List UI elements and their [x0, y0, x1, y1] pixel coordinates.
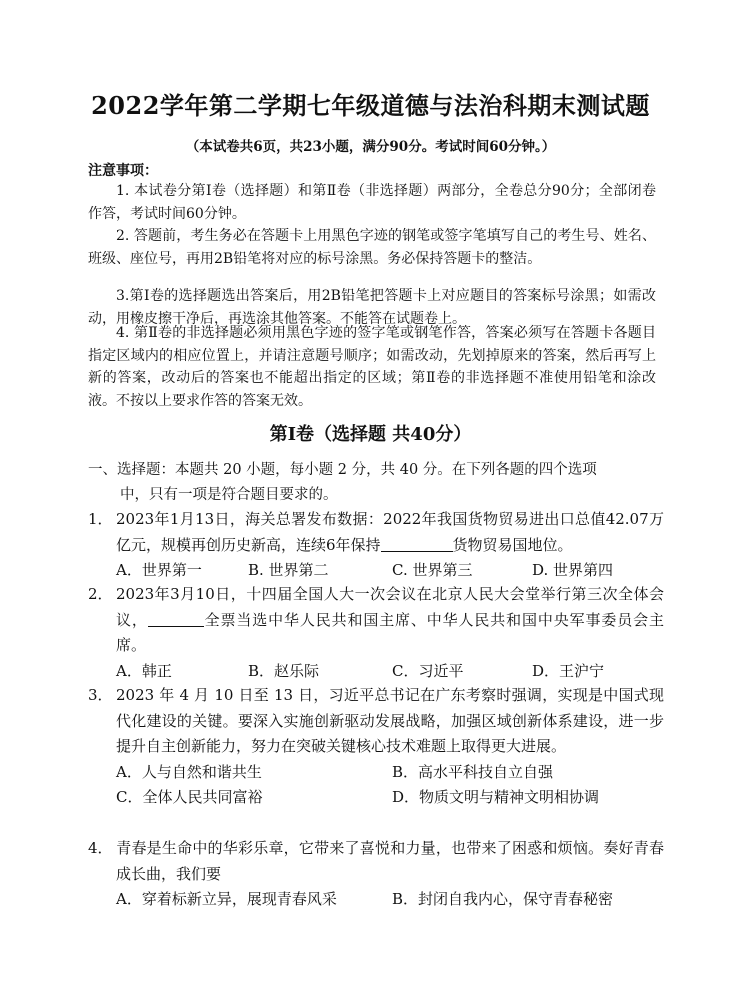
question-text: 2023年1月13日，海关总署发布数据：2022年我国货物贸易进出口总值42.07万亿元，规模再创历史新高，连续6年保持: [116, 510, 664, 554]
option-a: A．穿着标新立异，展现青春风采: [116, 890, 337, 908]
option-c: C. 世界第三: [392, 561, 473, 579]
instruction-line-1: 一、选择题：本题共 20 小题，每小题 2 分，共 40 分。在下列各题的四个选项: [88, 462, 597, 478]
notice-item-2: 2. 答题前，考生务必在答题卡上用黑色字迹的钢笔或签字笔填写自己的考生号、姓名、班级、座位号，再用2B铅笔将对应的标号涂黑。务必保持答题卡的整洁。: [88, 228, 656, 267]
question-stem: [88, 507, 664, 558]
answer-blank: [381, 535, 453, 552]
question-text-after: 全票当选中华人民共和国主席、中华人民共和国中央军事委员会主席。: [116, 610, 664, 654]
option-c: C．习近平: [392, 661, 464, 680]
option-c: C．全体人民共同富裕: [116, 787, 263, 806]
section-instruction: [88, 458, 664, 507]
notice-item-1: 1. 本试卷分第Ⅰ卷（选择题）和第Ⅱ卷（非选择题）两部分，全卷总分90分；全部闭卷作答，考试时间60分钟。: [88, 183, 656, 222]
question-text: 2023 年 4 月 10 日至 13 日，习近平总书记在广东考察时强调，实现是中国式现代化建设的关键。要深入实施创新驱动发展战略，加强区域创新体系建设，进一步提升自主创新能力，努力在突破关键核心技术难题上取得更大进展。: [116, 686, 664, 755]
question-4: [88, 836, 664, 912]
options-row: [88, 887, 664, 912]
question-3: [88, 683, 664, 810]
option-d: D．物质文明与精神文明相协调: [392, 787, 600, 806]
exam-title: 2022学年第二学期七年级道德与法治科期末测试题: [91, 91, 650, 120]
question-1: [88, 507, 664, 583]
option-a: A．人与自然和谐共生: [116, 762, 262, 781]
option-d: D．王沪宁: [532, 661, 605, 680]
question-number: 2．: [88, 585, 113, 603]
question-number: 1．: [88, 510, 113, 528]
option-b: B. 世界第二: [248, 561, 329, 579]
notice-item-3: 3.第Ⅰ卷的选择题选出答案后，用2B铅笔把答题卡上对应题目的答案标号涂黑；如需改动，用橡皮擦干净后，再选涂其他答案。不能答在试题卷上。: [88, 288, 656, 327]
question-stem: [88, 836, 664, 887]
options-row: [88, 659, 664, 684]
option-a: A．世界第一: [116, 561, 202, 579]
question-number: 3．: [88, 686, 113, 704]
option-b: B．高水平科技自立自强: [392, 762, 554, 781]
instruction-line-2: 中，只有一项是符合题目要求的。: [120, 486, 338, 503]
notice-label: 注意事项：: [88, 163, 158, 179]
answer-blank: [148, 610, 204, 627]
option-d: D. 世界第四: [532, 561, 614, 579]
question-stem: [88, 582, 664, 659]
option-b: B．赵乐际: [248, 661, 320, 680]
question-text-after: 货物贸易国地位。: [452, 535, 573, 554]
option-b: B．封闭自我内心，保守青春秘密: [392, 890, 614, 908]
option-a: A．韩正: [116, 661, 172, 680]
question-2: [88, 582, 664, 684]
exam-subtitle: （本试卷共6页，共23小题，满分90分。考试时间60分钟。）: [185, 139, 556, 155]
question-number: 4．: [88, 839, 113, 857]
question-stem: [88, 683, 664, 760]
options-row: [88, 558, 664, 583]
notice-item-4: 4. 第Ⅱ卷的非选择题必须用黑色字迹的签字笔或钢笔作答，答案必须写在答题卡各题目指定区域内的相应位置上，并请注意题号顺序；如需改动，先划掉原来的答案，然后再写上新的答案，改动后的答案也不能超出指定的区域；第Ⅱ卷的非选择题不准使用铅笔和涂改液。不按以上要求作答的答案无效。: [88, 325, 656, 409]
question-text: 青春是生命中的华彩乐章，它带来了喜悦和力量，也带来了困惑和烦恼。奏好青春成长曲，我们要: [116, 839, 664, 883]
options-row: [88, 785, 664, 810]
section-title: 第Ⅰ卷（选择题 共40分）: [269, 424, 472, 445]
question-text: 2023年3月10日，十四届全国人大一次会议在北京人民大会堂举行第三次全体会议，: [116, 585, 664, 629]
options-row: [88, 760, 664, 785]
